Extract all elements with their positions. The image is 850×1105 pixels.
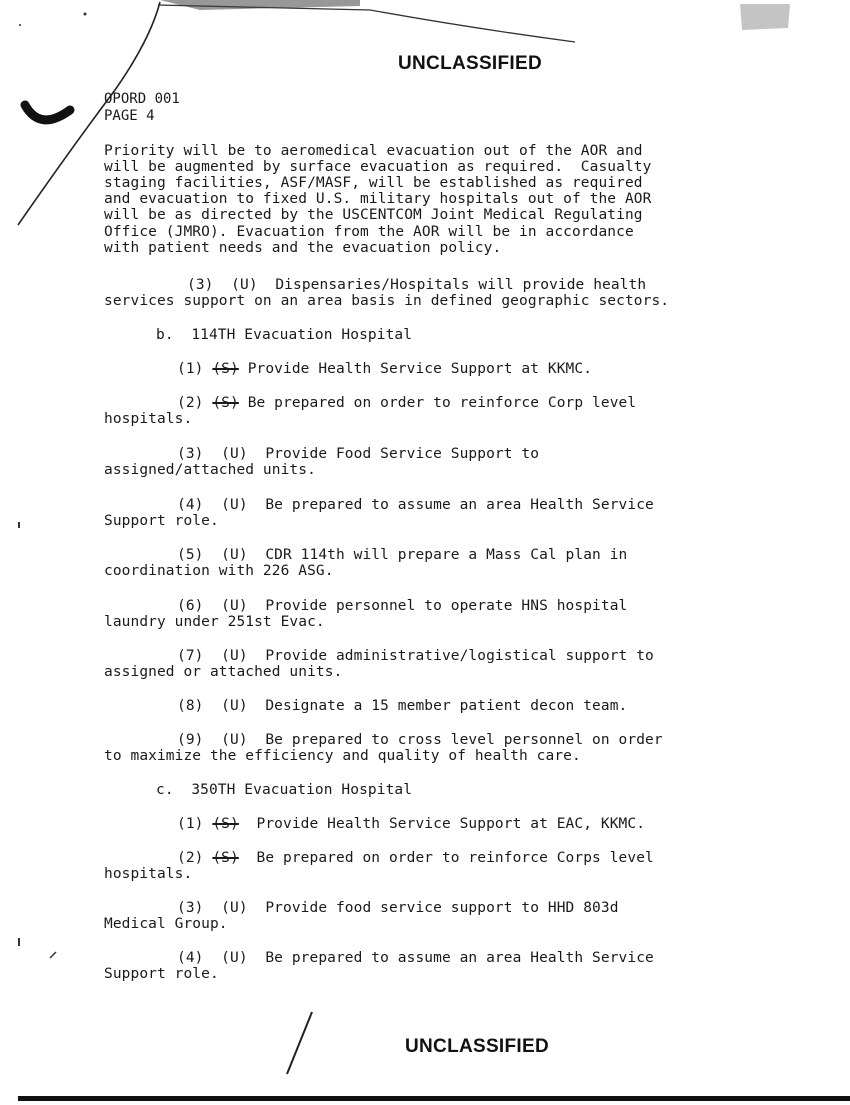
section-b-heading: b. 114TH Evacuation Hospital [156, 327, 413, 343]
bottom-scan-border [18, 1096, 850, 1101]
classification-mark: (S) [212, 361, 239, 377]
intro-line: Office (JMRO). Evacuation from the AOR will be in accordance [104, 224, 634, 240]
item-text: Provide Food Service Support to [265, 446, 540, 462]
item-text: Provide food service support to HHD 803d [265, 900, 619, 916]
section-c-heading: c. 350TH Evacuation Hospital [156, 782, 413, 798]
section-b-item-8 [177, 698, 627, 714]
classification-mark: (U) [221, 598, 248, 614]
item-number: (4) [177, 497, 204, 513]
section-b-item-3 [177, 446, 539, 462]
classification-mark: (U) [221, 446, 248, 462]
item-text: Be prepared to assume an area Health Service [265, 497, 654, 513]
section-c-item-2 [177, 850, 654, 866]
item-number: (1) [177, 361, 204, 377]
item-number: (2) [177, 850, 204, 866]
section-c-item-4-cont: Support role. [104, 966, 219, 982]
item-number: (6) [177, 598, 204, 614]
section-b-item-9-cont: to maximize the efficiency and quality of health care. [104, 748, 581, 764]
section-b-item-7 [177, 648, 654, 664]
item-text: Be prepared to assume an area Health Service [265, 950, 654, 966]
intro-line: and evacuation to fixed U.S. military hospitals out of the AOR [104, 191, 652, 207]
section-c-item-1 [177, 816, 645, 832]
item-text: Be prepared on order to reinforce Corps level [256, 850, 654, 866]
section-b-item-2-cont: hospitals. [104, 411, 193, 427]
item-text: Provide personnel to operate HNS hospital [265, 598, 628, 614]
item-number: (5) [177, 547, 204, 563]
item-a3-line1 [187, 277, 646, 293]
classification-bottom: UNCLASSIFIED [405, 1036, 549, 1057]
section-b-item-3-cont: assigned/attached units. [104, 462, 316, 478]
section-b-item-2 [177, 395, 636, 411]
section-b-item-6 [177, 598, 627, 614]
item-number: (3) [177, 900, 204, 916]
classification-mark: (U) [221, 900, 248, 916]
item-text: Provide Health Service Support at EAC, KKMC. [256, 816, 646, 832]
item-a3-line2: services support on an area basis in defined geographic sectors. [104, 293, 670, 309]
section-b-item-5 [177, 547, 627, 563]
section-b-item-7-cont: assigned or attached units. [104, 664, 343, 680]
item-number: (8) [177, 698, 204, 714]
section-c-item-3 [177, 900, 619, 916]
section-b-item-9 [177, 732, 663, 748]
classification-mark: (U) [221, 648, 248, 664]
intro-line: Priority will be to aeromedical evacuation out of the AOR and [104, 143, 643, 159]
item-text: Be prepared on order to reinforce Corp level [247, 395, 637, 411]
item-number: (7) [177, 648, 204, 664]
section-b-item-1 [177, 361, 592, 377]
intro-line: will be augmented by surface evacuation as required. Casualty [104, 159, 652, 175]
intro-line: with patient needs and the evacuation policy. [104, 240, 502, 256]
item-text: Designate a 15 member patient decon team. [265, 698, 628, 714]
classification-mark: (U) [231, 277, 258, 293]
section-b-item-6-cont: laundry under 251st Evac. [104, 614, 325, 630]
item-number: (3) [177, 446, 204, 462]
item-text: Provide administrative/logistical support to [265, 648, 654, 664]
header-page: PAGE 4 [104, 108, 155, 124]
section-b-item-4 [177, 497, 654, 513]
item-number: (9) [177, 732, 204, 748]
item-number: (1) [177, 816, 204, 832]
intro-line: staging facilities, ASF/MASF, will be established as required [104, 175, 643, 191]
intro-line: will be as directed by the USCENTCOM Joint Medical Regulating [104, 207, 643, 223]
section-c-item-4 [177, 950, 654, 966]
item-text: Provide Health Service Support at KKMC. [247, 361, 593, 377]
classification-mark: (S) [212, 395, 239, 411]
classification-mark: (U) [221, 698, 248, 714]
item-text: CDR 114th will prepare a Mass Cal plan in [265, 547, 628, 563]
item-number: (4) [177, 950, 204, 966]
item-number: (3) [187, 277, 214, 293]
classification-mark: (U) [221, 547, 248, 563]
item-number: (2) [177, 395, 204, 411]
classification-mark: (U) [221, 732, 248, 748]
item-text: Be prepared to cross level personnel on order [265, 732, 663, 748]
item-text: Dispensaries/Hospitals will provide health [275, 277, 647, 293]
classification-mark: (U) [221, 497, 248, 513]
classification-top: UNCLASSIFIED [398, 53, 542, 74]
header-doc-id: OPORD 001 [104, 91, 180, 107]
section-b-item-4-cont: Support role. [104, 513, 219, 529]
section-c-item-3-cont: Medical Group. [104, 916, 228, 932]
classification-mark: (U) [221, 950, 248, 966]
classification-mark: (S) [212, 850, 239, 866]
section-c-item-2-cont: hospitals. [104, 866, 193, 882]
classification-mark: (S) [212, 816, 239, 832]
section-b-item-5-cont: coordination with 226 ASG. [104, 563, 334, 579]
